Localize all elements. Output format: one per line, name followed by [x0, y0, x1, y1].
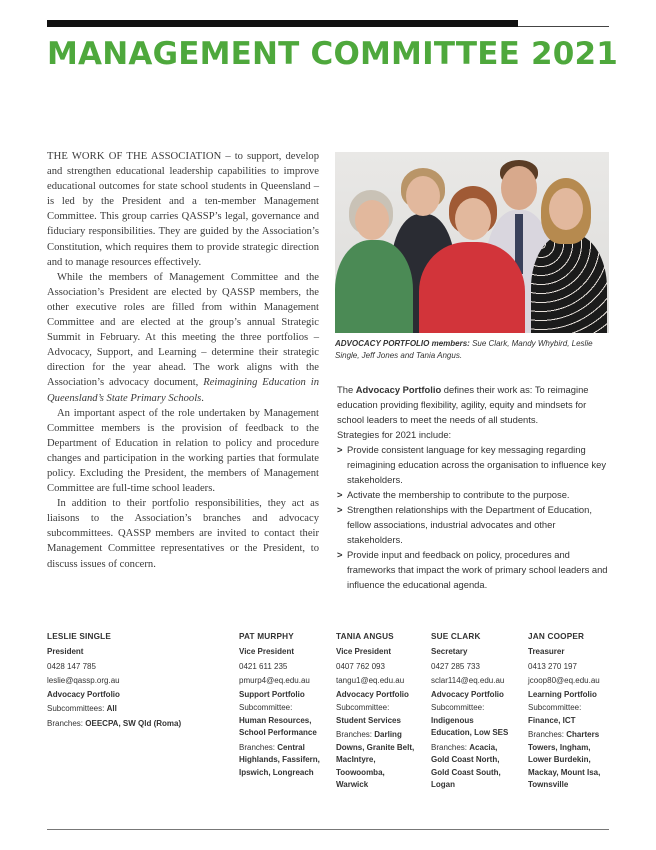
contact-phone[interactable]: 0413 270 197 — [528, 661, 577, 671]
contact-email[interactable]: sclar114@eq.edu.au — [431, 675, 505, 685]
intro-paragraph-2 — [47, 270, 319, 406]
branches-label: Branches: — [528, 730, 565, 740]
strategy-item: > Strengthen relationships with the Department of Education, fellow associations, industrial advocates and other stakeholders. — [337, 502, 609, 547]
contact-email[interactable]: tangu1@eq.edu.au — [336, 675, 405, 685]
caption-label: ADVOCACY PORTFOLIO members: — [335, 339, 470, 348]
branches-value: Charters Towers, Ingham, Lower Burdekin, Mackay, Mount Isa, Townsville — [528, 730, 601, 790]
page-title: MANAGEMENT COMMITTEE 2021 — [47, 36, 619, 72]
intro-paragraph-1 — [47, 149, 319, 270]
photo-person-1 — [335, 190, 415, 333]
contact-role: Treasurer — [528, 647, 565, 657]
contact-name: PAT MURPHY — [239, 632, 294, 641]
subcommittees-label: Subcommittee: — [239, 703, 293, 713]
caption-names: Sue Clark, Mandy Whybird, Leslie Single, Jeff Jones and Tania Angus. — [335, 339, 593, 360]
intro-paragraph-3: An important aspect of the role undertaken by Management Committee members is the provision of feedback to the Department of Education in relation to policy and procedure changes and participation in the working parties that formulate policy. Excluding the President, the members of Management Committee are full-time school leaders. — [47, 407, 319, 495]
intro-lead: THE WORK OF THE ASSOCIATION — [47, 151, 222, 162]
header-rule-thin — [518, 26, 609, 27]
contact-name: LESLIE SINGLE — [47, 632, 112, 641]
subcommittees-value: Indigenous Education, Low SES — [431, 715, 509, 738]
advocacy-portfolio-text — [337, 382, 609, 592]
contact-name: SUE CLARK — [431, 632, 481, 641]
strategies-label: Strategies for 2021 include: — [337, 429, 452, 440]
contact-name: TANIA ANGUS — [336, 632, 394, 641]
subcommittees-value: All — [106, 704, 117, 714]
portfolio-intro-before: The — [337, 384, 356, 395]
contact-role: Vice President — [239, 647, 294, 657]
contact-jan-cooper — [528, 630, 612, 792]
contact-tania-angus — [336, 630, 416, 792]
branches-value: Darling Downs, Granite Belt, MacIntyre, Toowoomba, Warwick — [336, 730, 415, 790]
contact-role: Vice President — [336, 647, 391, 657]
subcommittees-label: Subcommittees: — [47, 704, 105, 714]
portfolio-name: Advocacy Portfolio — [355, 384, 442, 395]
contact-role: President — [47, 647, 84, 657]
intro-p1-text: – to support, develop and strengthen educational leadership capabilities to improve educational outcomes for state school students in Queensland – is led by the President and a ten-member Management Committee. This group carries QASSP’s legal, governance and fiduciary responsibilities. They are guided by the Association’s Constitution, which requires them to provide strategic direction and to manage resources effectively. — [47, 151, 319, 268]
contact-portfolio: Advocacy Portfolio — [47, 690, 120, 700]
intro-text — [47, 149, 319, 572]
contact-phone[interactable]: 0427 285 733 — [431, 661, 480, 671]
branches-value: OEECPA, SW Qld (Roma) — [85, 718, 182, 728]
contact-role: Secretary — [431, 647, 468, 657]
contact-name: JAN COOPER — [528, 632, 585, 641]
strategy-item: > Activate the membership to contribute to the purpose. — [337, 487, 609, 502]
branches-label: Branches: — [47, 718, 84, 728]
strategies-list — [337, 442, 609, 592]
subcommittees-label: Subcommittee: — [528, 703, 582, 713]
contact-phone[interactable]: 0428 147 785 — [47, 661, 96, 671]
branches-value: Central Highlands, Fassifern, Ipswich, Longreach — [239, 742, 320, 777]
contact-leslie-single — [47, 630, 227, 731]
contact-portfolio: Support Portfolio — [239, 690, 305, 700]
subcommittees-value: Student Services — [336, 715, 401, 725]
subcommittees-label: Subcommittee: — [336, 703, 390, 713]
subcommittees-value: Human Resources, School Performance — [239, 715, 317, 738]
portfolio-intro — [337, 382, 609, 427]
intro-paragraph-4: In addition to their portfolio responsibilities, they act as liaisons to the Association’s branches and advocacy subcommittees. QASSP members are invited to contact their Management Committee representatives or the President, to discuss issues of concern. — [47, 498, 319, 570]
contact-portfolio: Advocacy Portfolio — [431, 690, 504, 700]
subcommittees-value: Finance, ICT — [528, 715, 576, 725]
contact-email[interactable]: pmurp4@eq.edu.au — [239, 675, 310, 685]
contact-phone[interactable]: 0407 762 093 — [336, 661, 385, 671]
photo-person-3 — [419, 186, 527, 333]
header-rule — [47, 20, 518, 27]
advocacy-document-title: Reimagining Education in Queensland’s State Primary Schools — [47, 377, 319, 404]
branches-label: Branches: — [239, 742, 276, 752]
contact-portfolio: Advocacy Portfolio — [336, 690, 409, 700]
intro-p2-text: While the members of Management Committee and the Association’s President are elected by QASSP members, the other executive roles are filled from within Management Committee and are elected at the group’s annual Strategic Summit in February. At this meeting the three portfolios – Advocacy, Support, and Learning – determine their strategic direction for the year ahead. The work aligns with the Association’s advocacy document, — [47, 271, 319, 389]
portfolio-intro-after: defines their work as: To reimagine education providing flexibility, agility, equity and mindsets for school leaders to meet the needs of all students. — [337, 384, 589, 425]
intro-p2-end: . — [201, 392, 204, 404]
contact-phone[interactable]: 0421 611 235 — [239, 661, 288, 671]
contact-email[interactable]: leslie@qassp.org.au — [47, 675, 120, 685]
strategy-item: > Provide consistent language for key messaging regarding reimagining education across the organisation to influence key stakeholders. — [337, 442, 609, 487]
photo-caption — [335, 338, 609, 361]
branches-label: Branches: — [336, 730, 373, 740]
photo-person-5 — [527, 178, 609, 333]
footer-rule — [47, 829, 609, 830]
group-photo — [335, 152, 609, 333]
subcommittees-label: Subcommittee: — [431, 703, 485, 713]
contact-pat-murphy — [239, 630, 325, 779]
strategy-item: > Provide input and feedback on policy, procedures and frameworks that impact the work of primary school leaders and influence the educational agenda. — [337, 547, 609, 592]
contact-sue-clark — [431, 630, 515, 792]
contact-email[interactable]: jcoop80@eq.edu.au — [528, 675, 600, 685]
branches-value: Acacia, Gold Coast North, Gold Coast South, Logan — [431, 742, 501, 790]
contact-portfolio: Learning Portfolio — [528, 690, 597, 700]
branches-label: Branches: — [431, 742, 468, 752]
contacts-section — [0, 630, 656, 810]
